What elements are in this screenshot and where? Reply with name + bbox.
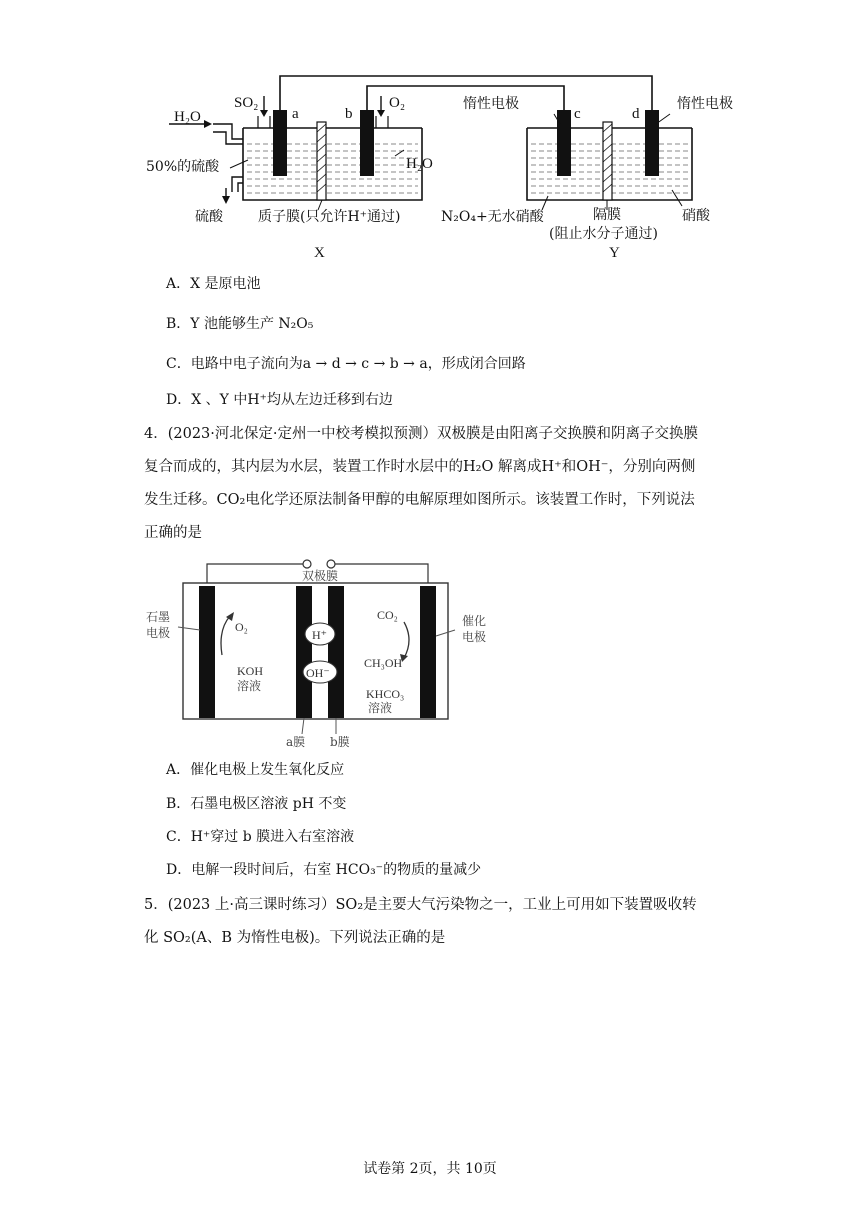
- electrode-a-label: a: [292, 106, 299, 122]
- catalytic-label-2: 电极: [462, 630, 487, 644]
- koh-label: KOH: [237, 664, 263, 678]
- cell-y-label: Y: [609, 245, 620, 261]
- n2o4-nitric-label: N₂O₄+无水硝酸: [441, 209, 544, 225]
- h2o-inlet-label: H₂O: [174, 109, 201, 125]
- q4-option-b: B．石墨电极区溶液 pH 不变: [166, 796, 347, 812]
- graphite-label-2: 电极: [146, 626, 171, 640]
- bipolar-membrane-label: 双极膜: [302, 569, 339, 583]
- q4-stem-line-2: 复合而成的，其内层为水层，装置工作时水层中的H₂O 解离成H⁺和OH⁻，分别向两侧: [144, 459, 696, 475]
- cell-x-label: X: [314, 245, 325, 261]
- page-footer: 试卷第 2页，共 10页: [363, 1161, 497, 1177]
- o2-inlet-label: O₂: [389, 95, 406, 111]
- h-plus-label: H⁺: [312, 628, 327, 642]
- b-membrane-label: b膜: [330, 735, 350, 749]
- bipolar-membrane-figure: [0, 550, 860, 755]
- q4-stem-line-4: 正确的是: [144, 525, 202, 541]
- q4-option-c: C．H⁺穿过 b 膜进入右室溶液: [166, 829, 355, 845]
- sulfuric-acid-50-label: 50%的硫酸: [146, 159, 220, 175]
- proton-membrane-label: 质子膜(只允许H⁺通过): [258, 209, 401, 225]
- q3-option-c: C．电路中电子流向为a → d → c → b → a，形成闭合回路: [166, 356, 526, 372]
- graphite-label-1: 石墨: [146, 610, 171, 624]
- khco3-label: KHCO₃: [366, 687, 405, 701]
- q5-stem-line-1: 5．(2023 上·高三课时练习）SO₂是主要大气污染物之一，工业上可用如下装置吸收转: [144, 897, 697, 913]
- q5-stem-line-2: 化 SO₂(A、B 为惰性电极)。下列说法正确的是: [144, 930, 446, 946]
- catalytic-label-1: 催化: [462, 614, 487, 628]
- q3-option-a: A．X 是原电池: [166, 276, 261, 292]
- oh-minus-label: OH⁻: [306, 666, 330, 680]
- q3-option-b: B．Y 池能够生产 N₂O₅: [166, 316, 314, 332]
- a-membrane-label: a膜: [286, 735, 306, 749]
- electrolysis-figure-xy: [0, 0, 860, 270]
- electrode-b-label: b: [345, 106, 353, 122]
- nitric-acid-label: 硝酸: [682, 208, 710, 224]
- inert-electrode-right-label: 惰性电极: [677, 96, 733, 112]
- q4-option-d: D．电解一段时间后，右室 HCO₃⁻的物质的量减少: [166, 862, 482, 878]
- o2-label: O₂: [235, 620, 248, 634]
- electrode-c-label: c: [574, 106, 581, 122]
- sulfuric-acid-out-label: 硫酸: [195, 209, 223, 225]
- co2-label: CO₂: [377, 608, 398, 622]
- q3-option-d: D．X 、Y 中H⁺均从左边迁移到右边: [166, 392, 393, 408]
- h2o-right-label: H₂O: [406, 156, 433, 172]
- khco3-solution-label: 溶液: [368, 701, 393, 715]
- q4-stem-line-3: 发生迁移。CO₂电化学还原法制备甲醇的电解原理如图所示。该装置工作时，下列说法: [144, 492, 695, 508]
- ch3oh-label: CH₃OH: [364, 656, 403, 670]
- inert-electrode-left-label: 惰性电极: [463, 96, 519, 112]
- separator-label: 隔膜: [593, 207, 621, 223]
- so2-inlet-label: SO₂: [234, 95, 259, 111]
- q4-stem-line-1: 4．(2023·河北保定·定州一中校考模拟预测）双极膜是由阳离子交换膜和阴离子交换膜: [144, 426, 698, 442]
- q4-option-a: A．催化电极上发生氧化反应: [166, 762, 345, 778]
- electrode-d-label: d: [632, 106, 640, 122]
- separator-note-label: (阻止水分子通过): [549, 226, 658, 242]
- koh-solution-label: 溶液: [237, 679, 262, 693]
